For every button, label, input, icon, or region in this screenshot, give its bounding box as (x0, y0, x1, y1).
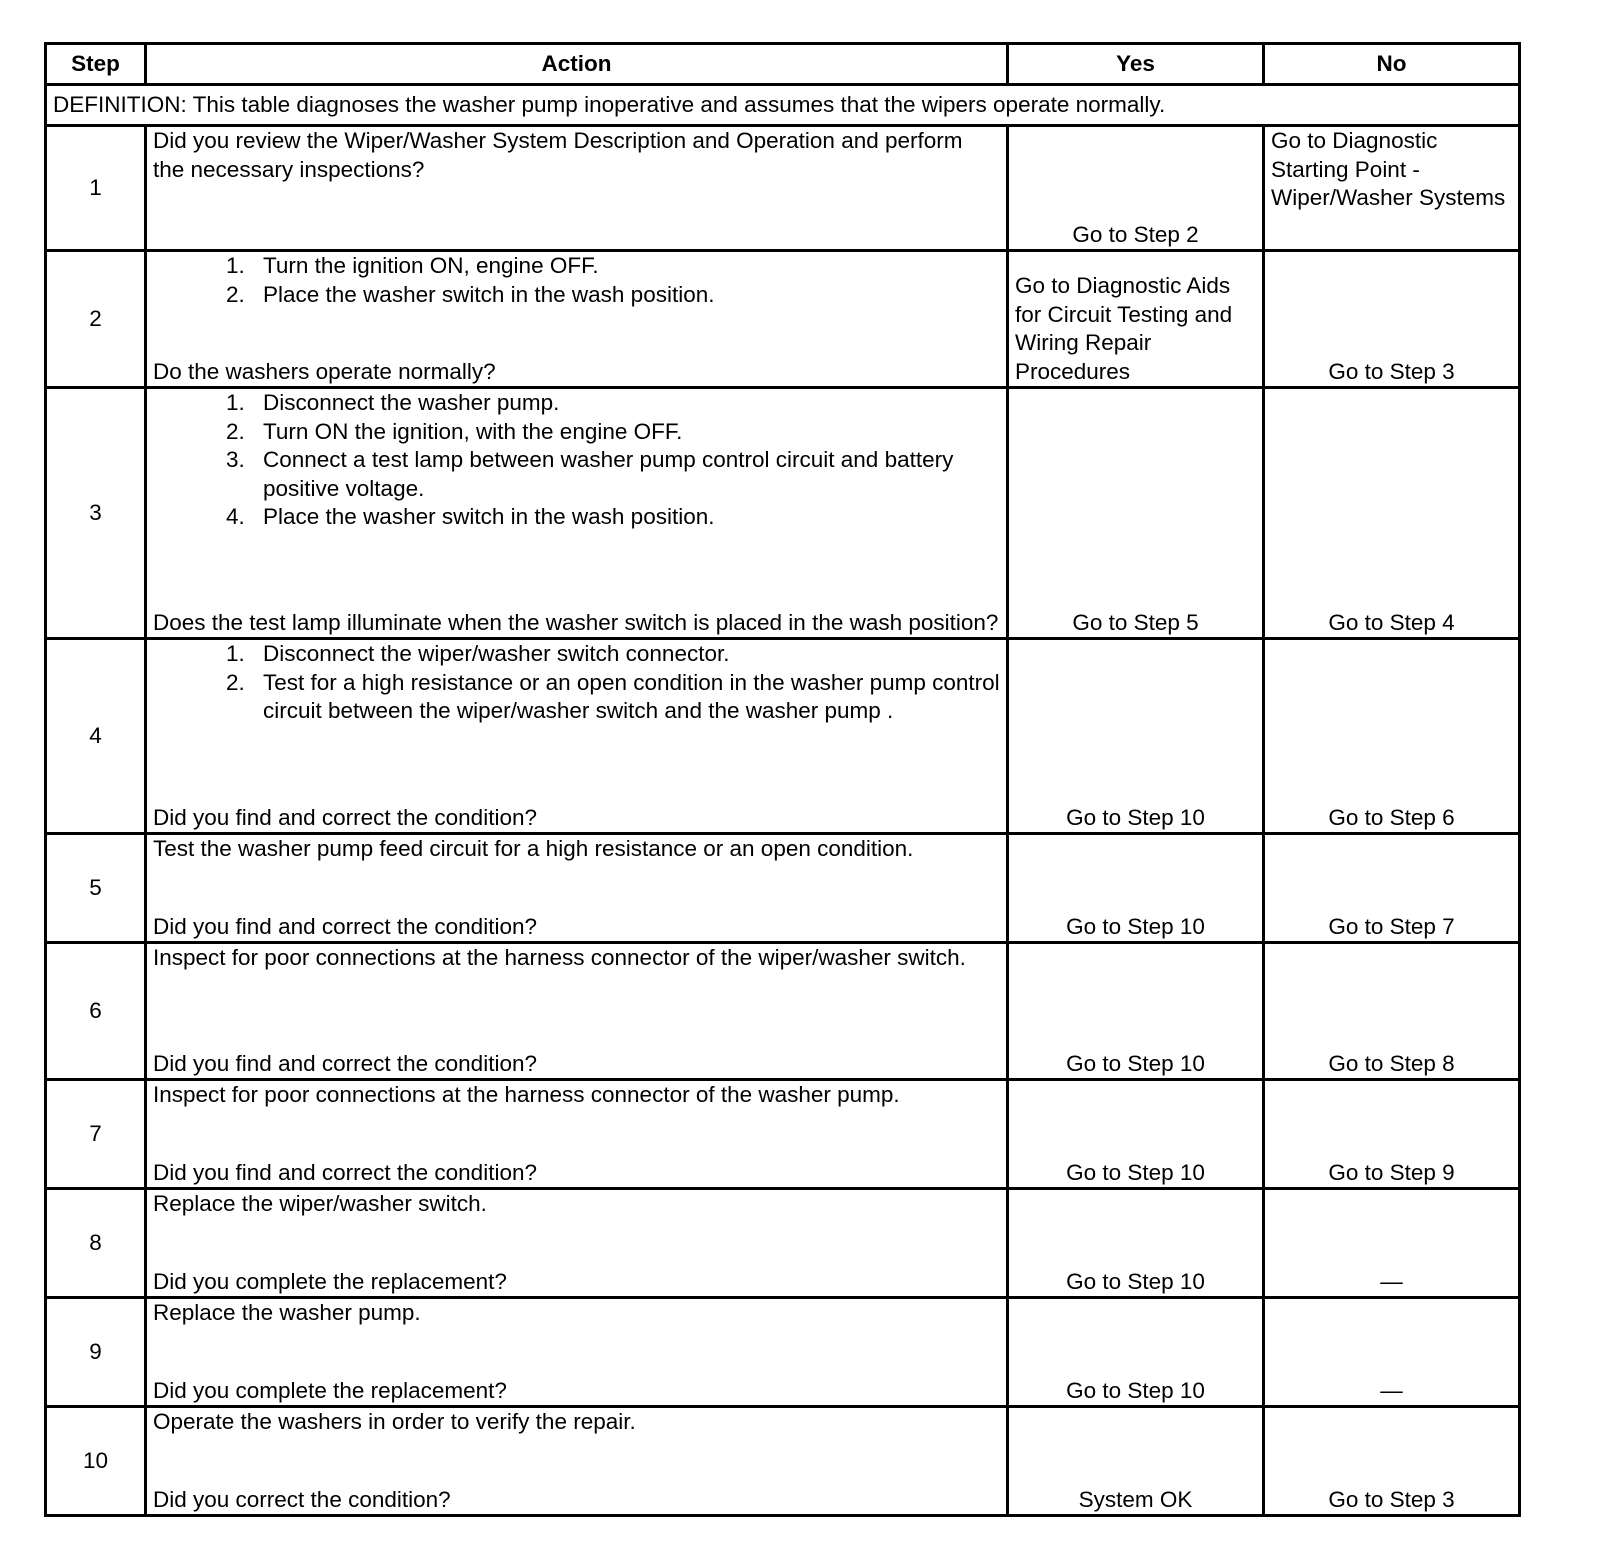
no-cell: Go to Step 8 (1264, 943, 1520, 1080)
step-number: 9 (46, 1298, 146, 1407)
action-cell (146, 1407, 1008, 1516)
action-step-item: 4. Place the washer switch in the wash position. (251, 503, 1000, 532)
action-cell (146, 388, 1008, 639)
diagnostic-table (44, 42, 1521, 1517)
step-number: 5 (46, 834, 146, 943)
action-question: Does the test lamp illuminate when the washer switch is placed in the wash position? (153, 609, 999, 635)
no-cell: Go to Step 9 (1264, 1080, 1520, 1189)
no-cell: Go to Step 7 (1264, 834, 1520, 943)
header-action: Action (146, 44, 1008, 85)
no-cell: Go to Step 3 (1264, 1407, 1520, 1516)
action-step-item: 3. Connect a test lamp between washer pump control circuit and battery positive voltage. (251, 446, 1000, 503)
action-step-item: 1. Turn the ignition ON, engine OFF. (251, 252, 1000, 281)
header-step: Step (46, 44, 146, 85)
action-question: Did you find and correct the condition? (153, 1159, 537, 1185)
yes-cell: Go to Step 10 (1008, 834, 1264, 943)
action-step-item: 2. Test for a high resistance or an open condition in the washer pump control circuit between the wiper/washer switch and the washer pump . (251, 669, 1000, 726)
yes-cell: Go to Step 10 (1008, 639, 1264, 834)
definition-row (46, 85, 1520, 126)
action-steps (153, 640, 1000, 726)
action-cell (146, 639, 1008, 834)
header-no: No (1264, 44, 1520, 85)
step-number: 3 (46, 388, 146, 639)
yes-cell: Go to Step 2 (1008, 126, 1264, 251)
step-number: 6 (46, 943, 146, 1080)
action-text: Operate the washers in order to verify the repair. (153, 1409, 636, 1434)
table-row (46, 1189, 1520, 1298)
no-cell: Go to Diagnostic Starting Point - Wiper/Washer Systems (1264, 126, 1520, 251)
table-row (46, 251, 1520, 388)
table-row (46, 834, 1520, 943)
header-row (46, 44, 1520, 85)
table-row (46, 1298, 1520, 1407)
action-steps (153, 389, 1000, 532)
table-row (46, 943, 1520, 1080)
yes-cell: System OK (1008, 1407, 1264, 1516)
step-number: 2 (46, 251, 146, 388)
yes-cell: Go to Step 5 (1008, 388, 1264, 639)
table-row (46, 1080, 1520, 1189)
no-cell: — (1264, 1298, 1520, 1407)
step-number: 4 (46, 639, 146, 834)
action-question: Did you find and correct the condition? (153, 913, 537, 939)
action-text: Inspect for poor connections at the harness connector of the washer pump. (153, 1082, 900, 1107)
action-cell (146, 126, 1008, 251)
action-cell (146, 943, 1008, 1080)
action-cell (146, 834, 1008, 943)
action-cell (146, 1080, 1008, 1189)
table-row (46, 639, 1520, 834)
action-cell (146, 251, 1008, 388)
table-row (46, 126, 1520, 251)
no-cell: Go to Step 6 (1264, 639, 1520, 834)
no-cell: Go to Step 4 (1264, 388, 1520, 639)
definition-text: DEFINITION: This table diagnoses the washer pump inoperative and assumes that the wipers operate normally. (46, 85, 1520, 126)
yes-cell: Go to Step 10 (1008, 943, 1264, 1080)
yes-cell: Go to Diagnostic Aids for Circuit Testing and Wiring Repair Procedures (1008, 251, 1264, 388)
step-number: 7 (46, 1080, 146, 1189)
action-cell (146, 1298, 1008, 1407)
action-question: Do the washers operate normally? (153, 358, 496, 384)
table-row (46, 1407, 1520, 1516)
step-number: 10 (46, 1407, 146, 1516)
action-step-item: 1. Disconnect the wiper/washer switch connector. (251, 640, 1000, 669)
step-number: 1 (46, 126, 146, 251)
action-step-item: 2. Turn ON the ignition, with the engine OFF. (251, 418, 1000, 447)
action-steps (153, 252, 1000, 309)
action-text: Inspect for poor connections at the harness connector of the wiper/washer switch. (153, 945, 966, 970)
action-question: Did you find and correct the condition? (153, 1050, 537, 1076)
yes-cell: Go to Step 10 (1008, 1080, 1264, 1189)
action-text: Replace the wiper/washer switch. (153, 1191, 487, 1216)
yes-cell: Go to Step 10 (1008, 1189, 1264, 1298)
action-text: Did you review the Wiper/Washer System Description and Operation and perform the necessary inspections? (153, 128, 963, 182)
action-step-item: 2. Place the washer switch in the wash position. (251, 281, 1000, 310)
table-row (46, 388, 1520, 639)
step-number: 8 (46, 1189, 146, 1298)
yes-cell: Go to Step 10 (1008, 1298, 1264, 1407)
action-question: Did you find and correct the condition? (153, 804, 537, 830)
header-yes: Yes (1008, 44, 1264, 85)
action-question: Did you complete the replacement? (153, 1268, 507, 1294)
no-cell: — (1264, 1189, 1520, 1298)
action-question: Did you complete the replacement? (153, 1377, 507, 1403)
action-step-item: 1. Disconnect the washer pump. (251, 389, 1000, 418)
action-text: Test the washer pump feed circuit for a high resistance or an open condition. (153, 836, 914, 861)
action-cell (146, 1189, 1008, 1298)
action-question: Did you correct the condition? (153, 1486, 451, 1512)
action-text: Replace the washer pump. (153, 1300, 421, 1325)
no-cell: Go to Step 3 (1264, 251, 1520, 388)
